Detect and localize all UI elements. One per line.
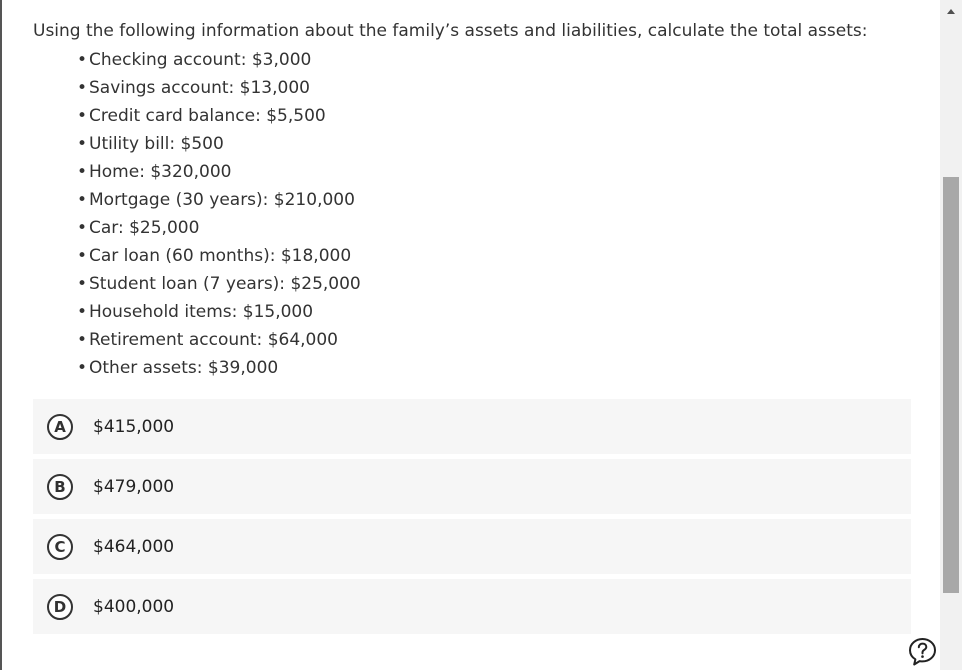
fact-item: • Credit card balance: $5,500 bbox=[77, 106, 326, 126]
option-letter-badge: B bbox=[47, 474, 73, 500]
fact-item: • Checking account: $3,000 bbox=[77, 50, 312, 70]
vertical-scrollbar[interactable] bbox=[940, 0, 962, 670]
answer-options bbox=[33, 399, 911, 639]
scroll-up-arrow-icon[interactable] bbox=[947, 9, 955, 14]
question-prompt: Using the following information about the family’s assets and liabilities, calculate the total assets: bbox=[33, 21, 868, 41]
fact-item: • Student loan (7 years): $25,000 bbox=[77, 274, 361, 294]
fact-item: • Home: $320,000 bbox=[77, 162, 232, 182]
fact-item: • Car: $25,000 bbox=[77, 218, 200, 238]
fact-item: • Mortgage (30 years): $210,000 bbox=[77, 190, 355, 210]
option-letter-badge: D bbox=[47, 594, 73, 620]
option-c[interactable] bbox=[33, 519, 911, 574]
facts-list bbox=[77, 46, 911, 382]
option-d[interactable] bbox=[33, 579, 911, 634]
option-letter-badge: C bbox=[47, 534, 73, 560]
fact-item: • Savings account: $13,000 bbox=[77, 78, 310, 98]
option-letter-badge: A bbox=[47, 414, 73, 440]
fact-item: • Car loan (60 months): $18,000 bbox=[77, 246, 352, 266]
option-text: $400,000 bbox=[93, 596, 175, 617]
scroll-thumb[interactable] bbox=[943, 177, 959, 593]
question-content bbox=[33, 18, 911, 382]
fact-item: • Other assets: $39,000 bbox=[77, 358, 279, 378]
help-icon-graphic bbox=[907, 636, 938, 667]
option-text: $479,000 bbox=[93, 476, 175, 497]
fact-item: • Retirement account: $64,000 bbox=[77, 330, 338, 350]
option-b[interactable] bbox=[33, 459, 911, 514]
fact-item: • Household items: $15,000 bbox=[77, 302, 314, 322]
help-icon[interactable] bbox=[907, 636, 938, 667]
option-text: $464,000 bbox=[93, 536, 175, 557]
fact-item: • Utility bill: $500 bbox=[77, 134, 224, 154]
option-a[interactable] bbox=[33, 399, 911, 454]
option-text: $415,000 bbox=[93, 416, 175, 437]
